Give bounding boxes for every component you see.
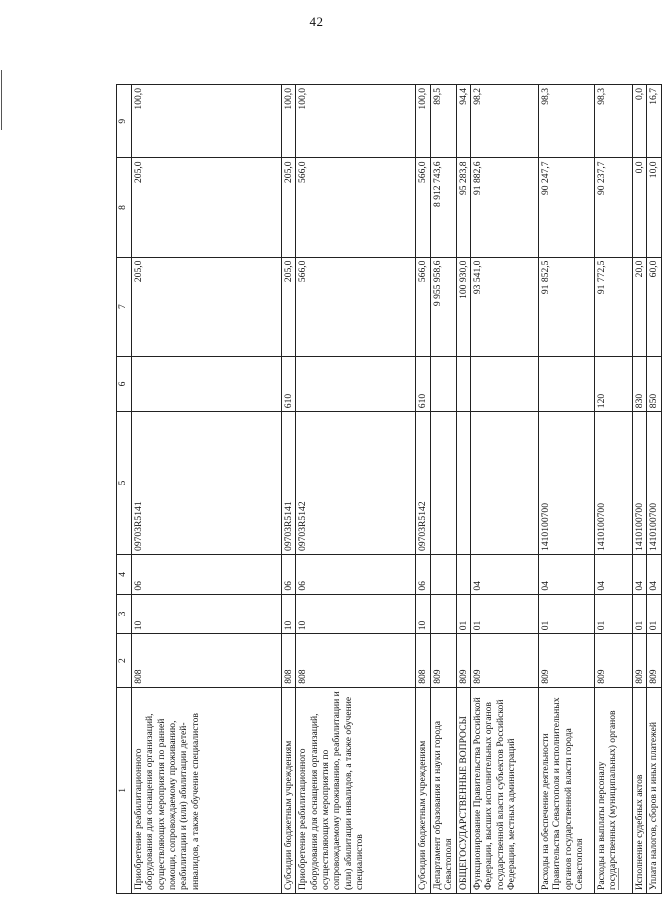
col-9-percent: 0,0: [632, 85, 646, 158]
col-6-vr: 120: [594, 356, 632, 412]
table-row: [594, 85, 632, 894]
row-name: Субсидии бюджетным учреждениям: [282, 687, 296, 893]
column-header: 8: [117, 158, 132, 257]
col-8-fact: 10,0: [647, 158, 661, 257]
col-5-csr: 1410100700: [647, 412, 661, 555]
col-6-vr: 610: [416, 356, 430, 412]
row-name: Уплата налогов, сборов и иных платежей: [647, 687, 661, 893]
row-name: Приобретение реабилитационного оборудования для оснащения организаций, осуществляющих мероприятия по сопровождаемому проживанию, реабилитации и (или) абилитации инвалидов, а также обучение специалистов: [296, 687, 416, 893]
col-8-fact: 205,0: [132, 158, 282, 257]
col-4-podrazdel: 06: [296, 554, 416, 594]
col-7-plan: 91 772,5: [594, 257, 632, 356]
col-7-plan: 566,0: [296, 257, 416, 356]
col-7-plan: 566,0: [416, 257, 430, 356]
col-5-csr: 09703R5142: [416, 412, 430, 555]
col-7-plan: 100 930,0: [456, 257, 470, 356]
row-name: Функционирование Правительства Российской Федерации, высших исполнительных органов государственной власти субъектов Российской Федерации, местных администраций: [470, 687, 538, 893]
col-7-plan: 9 955 958,6: [430, 257, 456, 356]
col-2-ved: 809: [632, 634, 646, 688]
col-4-podrazdel: 06: [416, 554, 430, 594]
table-row: [282, 85, 296, 894]
col-9-percent: 98,3: [594, 85, 632, 158]
col-2-ved: 808: [282, 634, 296, 688]
col-8-fact: 90 247,7: [538, 158, 594, 257]
col-8-fact: 91 882,6: [470, 158, 538, 257]
col-9-percent: 16,7: [647, 85, 661, 158]
table-row: [456, 85, 470, 894]
col-7-plan: 205,0: [132, 257, 282, 356]
column-header: 3: [117, 594, 132, 634]
col-5-csr: 09703R5141: [132, 412, 282, 555]
col-2-ved: 809: [647, 634, 661, 688]
row-name: Департамент образования и науки города Севастополя: [430, 687, 456, 893]
col-9-percent: 100,0: [296, 85, 416, 158]
col-8-fact: 90 237,7: [594, 158, 632, 257]
header-row: [117, 85, 132, 894]
column-header: 5: [117, 412, 132, 555]
col-3-razdel: 01: [647, 594, 661, 634]
row-name: Исполнение судебных актов: [632, 687, 646, 893]
col-9-percent: 94,4: [456, 85, 470, 158]
col-9-percent: 98,3: [538, 85, 594, 158]
col-6-vr: [430, 356, 456, 412]
table-body: [132, 85, 662, 894]
col-5-csr: 1410100700: [538, 412, 594, 555]
col-5-csr: 1410100700: [594, 412, 632, 555]
col-9-percent: 100,0: [282, 85, 296, 158]
row-name: Субсидии бюджетным учреждениям: [416, 687, 430, 893]
col-3-razdel: 10: [132, 594, 282, 634]
col-7-plan: 93 541,0: [470, 257, 538, 356]
col-4-podrazdel: 04: [632, 554, 646, 594]
col-8-fact: 566,0: [296, 158, 416, 257]
col-2-ved: 809: [594, 634, 632, 688]
col-5-csr: 1410100700: [632, 412, 646, 555]
col-6-vr: 850: [647, 356, 661, 412]
col-4-podrazdel: 06: [282, 554, 296, 594]
col-3-razdel: 01: [632, 594, 646, 634]
column-header: 6: [117, 356, 132, 412]
col-9-percent: 100,0: [132, 85, 282, 158]
col-4-podrazdel: [430, 554, 456, 594]
row-name: Расходы на обеспечение деятельности Правительства Севастополя и исполнительных органов государственной власти города Севастополя: [538, 687, 594, 893]
col-7-plan: 60,0: [647, 257, 661, 356]
col-2-ved: 809: [430, 634, 456, 688]
col-9-percent: 98,2: [470, 85, 538, 158]
col-4-podrazdel: 04: [538, 554, 594, 594]
col-2-ved: 809: [470, 634, 538, 688]
col-6-vr: 830: [632, 356, 646, 412]
col-5-csr: [430, 412, 456, 555]
page-number: 42: [309, 14, 324, 29]
rotated-table-container: [116, 84, 660, 894]
table-row: [538, 85, 594, 894]
column-header: 2: [117, 634, 132, 688]
table-row: [416, 85, 430, 894]
col-3-razdel: 01: [538, 594, 594, 634]
column-header: 4: [117, 554, 132, 594]
col-2-ved: 808: [132, 634, 282, 688]
row-name: Приобретение реабилитационного оборудования для оснащения организаций, осуществляющих мероприятия по ранней помощи, сопровождаемому проживанию, реабилитации и (или) абилитации детей-инвалидов, а также обучение специалистов: [132, 687, 282, 893]
column-header: 9: [117, 85, 132, 158]
col-5-csr: [470, 412, 538, 555]
col-3-razdel: 10: [296, 594, 416, 634]
col-2-ved: 808: [416, 634, 430, 688]
col-6-vr: [132, 356, 282, 412]
col-3-razdel: 01: [470, 594, 538, 634]
col-3-razdel: 10: [282, 594, 296, 634]
col-3-razdel: 01: [456, 594, 470, 634]
col-5-csr: [456, 412, 470, 555]
col-4-podrazdel: 04: [470, 554, 538, 594]
col-8-fact: 95 283,8: [456, 158, 470, 257]
table-row: [632, 85, 646, 894]
row-name: Расходы на выплаты персоналу государственных (муниципальных) органов: [594, 687, 632, 893]
col-2-ved: 808: [296, 634, 416, 688]
col-6-vr: 610: [282, 356, 296, 412]
col-6-vr: [296, 356, 416, 412]
col-4-podrazdel: 04: [594, 554, 632, 594]
col-8-fact: 205,0: [282, 158, 296, 257]
col-4-podrazdel: 06: [132, 554, 282, 594]
scan-margin-mark: [1, 70, 2, 130]
col-5-csr: 09703R5142: [296, 412, 416, 555]
col-7-plan: 205,0: [282, 257, 296, 356]
col-7-plan: 91 852,5: [538, 257, 594, 356]
col-8-fact: 0,0: [632, 158, 646, 257]
col-3-razdel: 01: [594, 594, 632, 634]
col-5-csr: 09703R5141: [282, 412, 296, 555]
table-row: [470, 85, 538, 894]
col-9-percent: 89,5: [430, 85, 456, 158]
col-6-vr: [538, 356, 594, 412]
column-header: 7: [117, 257, 132, 356]
table-row: [430, 85, 456, 894]
col-7-plan: 20,0: [632, 257, 646, 356]
col-4-podrazdel: 04: [647, 554, 661, 594]
row-name: ОБЩЕГОСУДАРСТВЕННЫЕ ВОПРОСЫ: [456, 687, 470, 893]
table-row: [296, 85, 416, 894]
col-6-vr: [456, 356, 470, 412]
col-8-fact: 566,0: [416, 158, 430, 257]
table-row: [132, 85, 282, 894]
column-header: 1: [117, 687, 132, 893]
col-2-ved: 809: [538, 634, 594, 688]
col-6-vr: [470, 356, 538, 412]
col-9-percent: 100,0: [416, 85, 430, 158]
col-3-razdel: 10: [416, 594, 430, 634]
budget-table: [116, 84, 662, 894]
col-8-fact: 8 912 743,6: [430, 158, 456, 257]
table-row: [647, 85, 661, 894]
col-2-ved: 809: [456, 634, 470, 688]
col-3-razdel: [430, 594, 456, 634]
col-4-podrazdel: [456, 554, 470, 594]
